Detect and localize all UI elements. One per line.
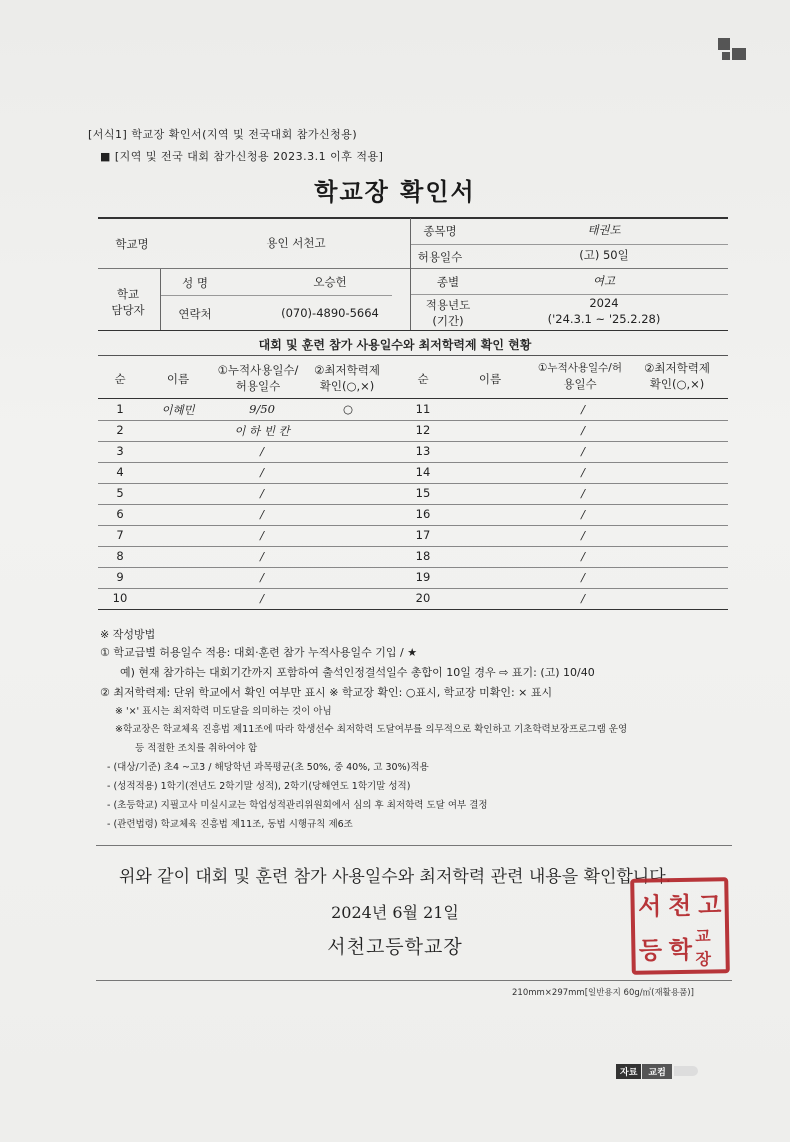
row-days-right: / bbox=[581, 591, 585, 605]
confirmation-sentence: 위와 같이 대회 및 훈련 참가 사용일수와 최저학력 관련 내용을 확인합니다. bbox=[118, 867, 672, 887]
name-value: 오승헌 bbox=[313, 275, 347, 289]
row-no-left: 10 bbox=[112, 591, 128, 605]
row-no-right: 17 bbox=[415, 528, 431, 542]
row-no-left: 6 bbox=[116, 507, 124, 521]
type-label: 종별 bbox=[436, 275, 460, 289]
confirmation-date: 2024년 6월 21일 bbox=[331, 903, 459, 922]
row-days-left: / bbox=[260, 549, 264, 563]
sport-value: 태권도 bbox=[587, 223, 621, 237]
row-days-left: / bbox=[260, 591, 264, 605]
row-days-right: / bbox=[581, 528, 585, 542]
col-grade-left-2: 확인(○,×) bbox=[319, 379, 375, 393]
table-row-divider bbox=[98, 504, 728, 505]
detail-2: - (성적적용) 1학기(전년도 2학기말 성적), 2학기(당해연도 1학기말 성적) bbox=[107, 781, 411, 792]
sport-divider bbox=[410, 244, 728, 245]
allowed-days-value: (고) 50일 bbox=[579, 248, 629, 262]
usage-table-heading: 대회 및 훈련 참가 사용일수와 최저학력제 확인 현황 bbox=[258, 338, 532, 352]
row-no-left: 9 bbox=[116, 570, 124, 584]
row-days-left: / bbox=[260, 465, 264, 479]
row-no-left: 5 bbox=[116, 486, 124, 500]
manager-divider-v bbox=[160, 269, 161, 330]
footer-logo bbox=[616, 1064, 698, 1078]
type-value: 여고 bbox=[592, 274, 616, 288]
row-days-left: / bbox=[260, 528, 264, 542]
footer-logo-part-b: 교컴 bbox=[642, 1064, 671, 1079]
note-2b: ※학교장은 학교체육 진흥법 제11조에 따라 학생선수 최저학력 도달여부를 의무적으로 확인하고 기초학력보장프로그램 운영 bbox=[115, 724, 628, 735]
detail-3: - (초등학교) 지필고사 미실시교는 학업성적관리위원회에서 심의 후 최저학력 도달 여부 결정 bbox=[107, 800, 488, 811]
contact-label: 연락처 bbox=[178, 307, 212, 321]
row-days-left: / bbox=[260, 486, 264, 500]
row-no-left: 8 bbox=[116, 549, 124, 563]
row-days-left: / bbox=[260, 507, 264, 521]
manager-divider bbox=[160, 295, 392, 296]
form-scope: ■ [지역 및 전국 대회 참가신청용 2023.3.1 이후 적용] bbox=[100, 150, 384, 163]
col-days-left-1: ①누적사용일수/ bbox=[217, 363, 299, 377]
notes-divider bbox=[96, 845, 732, 846]
seal-char: 천 bbox=[667, 890, 692, 920]
row-days-right: / bbox=[581, 423, 585, 437]
col-no-left: 순 bbox=[114, 372, 126, 386]
col-days-right-1: ①누적사용일수/허 bbox=[538, 362, 622, 374]
note-2b-cont: 등 적절한 조치를 취하여야 함 bbox=[135, 743, 258, 754]
scan-corner-mark bbox=[718, 38, 746, 68]
row-days-right: / bbox=[581, 507, 585, 521]
row-days-right: / bbox=[581, 465, 585, 479]
row-no-left: 7 bbox=[116, 528, 124, 542]
contact-value: (070)-4890-5664 bbox=[281, 306, 379, 320]
year-label: 적용년도 bbox=[425, 298, 471, 312]
footer-logo-bar bbox=[674, 1066, 698, 1076]
school-value: 용인 서천고 bbox=[266, 236, 326, 250]
note-2a: ※ '×' 표시는 최저학력 미도달을 의미하는 것이 아님 bbox=[115, 706, 332, 717]
row-no-right: 18 bbox=[415, 549, 431, 563]
table-row-divider bbox=[98, 441, 728, 442]
allowed-days-label: 허용일수 bbox=[417, 250, 463, 264]
table-top-border bbox=[98, 217, 728, 219]
manager-label-line2: 담당자 bbox=[111, 303, 145, 317]
row-days-left: 이 하 빈 칸 bbox=[234, 424, 290, 438]
name-label: 성 명 bbox=[182, 276, 208, 290]
detail-1: - (대상/기준) 초4 ~고3 / 해당학년 과목평균(초 50%, 중 40%, 고 30%)적용 bbox=[107, 762, 429, 773]
col-name-left: 이름 bbox=[166, 372, 190, 386]
form-code: [서식1] 학교장 확인서(지역 및 전국대회 참가신청용) bbox=[88, 128, 358, 141]
usage-header-bottom bbox=[98, 398, 728, 399]
detail-4: - (관련법령) 학교체육 진흥법 제11조, 동법 시행규칙 제6조 bbox=[107, 819, 353, 830]
row-no-left: 4 bbox=[116, 465, 124, 479]
sport-label: 종목명 bbox=[423, 224, 457, 238]
school-label: 학교명 bbox=[115, 237, 149, 251]
row-no-left: 3 bbox=[116, 444, 124, 458]
table-row-divider bbox=[98, 588, 728, 589]
col-no-right: 순 bbox=[417, 372, 429, 386]
row-days-left: / bbox=[260, 444, 264, 458]
seal-char: 고 bbox=[697, 889, 722, 920]
row-grade-left: ○ bbox=[342, 402, 354, 416]
col-name-right: 이름 bbox=[478, 372, 502, 386]
school-seal-stamp bbox=[630, 877, 730, 975]
row-no-right: 14 bbox=[415, 465, 431, 479]
row-no-right: 15 bbox=[415, 486, 431, 500]
usage-table-bottom bbox=[98, 609, 728, 610]
note-1: ① 학교급별 허용일수 적용: 대회·훈련 참가 누적사용일수 기입 / ★ bbox=[100, 646, 418, 659]
row-days-right: / bbox=[581, 402, 585, 416]
period-value: ('24.3.1 ~ '25.2.28) bbox=[547, 312, 661, 326]
row-no-right: 19 bbox=[415, 570, 431, 584]
paper-spec: 210mm×297mm[일반용지 60g/㎡(재활용품)] bbox=[512, 988, 694, 998]
row-days-left: 9/50 bbox=[249, 402, 275, 416]
row-no-right: 12 bbox=[415, 423, 431, 437]
seal-char: 등 bbox=[638, 934, 663, 965]
row-no-left: 1 bbox=[116, 402, 124, 416]
table-row-divider bbox=[98, 483, 728, 484]
note-1-example: 예) 현재 참가하는 대회기간까지 포함하여 출석인정결석일수 총합이 10일 경우 ⇨ 표기: (고) 10/40 bbox=[120, 666, 595, 679]
document-title: 학교장 확인서 bbox=[314, 178, 476, 206]
table-row-divider bbox=[98, 546, 728, 547]
usage-header-top bbox=[98, 355, 728, 356]
bottom-divider bbox=[96, 980, 732, 981]
seal-char: 교장 bbox=[695, 926, 712, 969]
col-grade-right-1: ②최저학력제 bbox=[644, 361, 710, 375]
footer-logo-part-a: 자료 bbox=[616, 1064, 641, 1079]
table-row-divider bbox=[98, 525, 728, 526]
period-label: (기간) bbox=[432, 314, 464, 328]
row-no-right: 13 bbox=[415, 444, 431, 458]
row-days-right: / bbox=[581, 486, 585, 500]
row-days-right: / bbox=[581, 570, 585, 584]
year-value: 2024 bbox=[589, 296, 619, 310]
row-no-right: 11 bbox=[415, 402, 431, 416]
info-divider-v bbox=[410, 218, 411, 330]
col-grade-right-2: 확인(○,×) bbox=[649, 377, 705, 391]
table-row-divider bbox=[98, 462, 728, 463]
row-no-right: 20 bbox=[415, 591, 431, 605]
manager-label-line1: 학교 bbox=[116, 287, 140, 301]
col-days-right-2: 용일수 bbox=[563, 377, 597, 391]
row-no-left: 2 bbox=[116, 423, 124, 437]
principal-signature: 서천고등학교장 bbox=[327, 936, 463, 958]
info-bottom-border bbox=[98, 330, 728, 331]
col-days-left-2: 허용일수 bbox=[235, 379, 281, 393]
row-no-right: 16 bbox=[415, 507, 431, 521]
row-name-left: 이혜민 bbox=[161, 403, 195, 417]
table-row-divider bbox=[98, 420, 728, 421]
row-days-left: / bbox=[260, 570, 264, 584]
row-days-right: / bbox=[581, 444, 585, 458]
seal-char: 학 bbox=[668, 934, 693, 964]
table-row-divider bbox=[98, 567, 728, 568]
notes-heading: ※ 작성방법 bbox=[100, 628, 156, 641]
seal-char: 서 bbox=[637, 890, 662, 921]
info-row-divider bbox=[98, 268, 728, 269]
type-divider bbox=[410, 294, 728, 295]
col-grade-left-1: ②최저학력제 bbox=[314, 363, 380, 377]
note-2: ② 최저학력제: 단위 학교에서 확인 여부만 표시 ※ 학교장 확인: ○표시, 학교장 미확인: × 표시 bbox=[100, 686, 553, 699]
row-days-right: / bbox=[581, 549, 585, 563]
